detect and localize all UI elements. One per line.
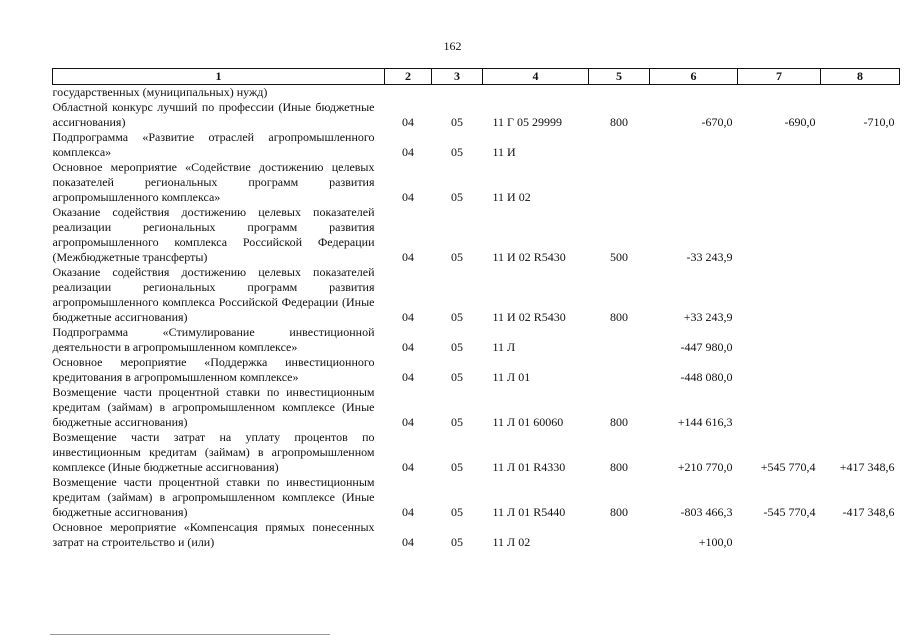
cell-amount-1	[650, 85, 738, 101]
cell-amount-2	[738, 355, 821, 385]
cell-amount-3	[821, 325, 900, 355]
table-row	[53, 385, 900, 430]
cell-subsection: 05	[451, 505, 463, 519]
cell-amount-2	[738, 385, 821, 430]
cell-amount-3	[821, 265, 900, 325]
footer-divider	[50, 634, 330, 636]
cell-amount-3	[821, 130, 900, 160]
cell-section: 04	[402, 415, 414, 429]
cell-target-code: 11 Л 01 R5440	[492, 505, 566, 519]
cell-target-code: 11 Л 01	[492, 370, 531, 384]
cell-amount-3: -417 348,6	[842, 505, 895, 519]
cell-section	[385, 85, 432, 101]
cell-name: Основное мероприятие «Содействие достижению целевых показателей региональных программ развития агропромышленного комплекса»	[52, 160, 375, 204]
cell-name: Оказание содействия достижению целевых показателей реализации региональных программ развития агропромышленного комплекса Российской Федерации (Иные бюджетные ассигнования)	[52, 265, 375, 324]
budget-table	[52, 68, 900, 550]
cell-name: Основное мероприятие «Компенсация прямых понесенных затрат на строительство и (или)	[52, 520, 375, 549]
table-row	[53, 160, 900, 205]
cell-section: 04	[402, 460, 414, 474]
cell-amount-1: +33 243,9	[683, 310, 733, 324]
cell-expense-type: 800	[610, 310, 628, 324]
cell-section: 04	[402, 535, 414, 549]
cell-expense-type	[589, 355, 650, 385]
cell-target-code: 11 И	[492, 145, 516, 159]
cell-name: Подпрограмма «Стимулирование инвестиционной деятельности в агропромышленном комплексе»	[52, 325, 375, 354]
table-header-row	[53, 69, 900, 85]
cell-section: 04	[402, 190, 414, 204]
table-row	[53, 325, 900, 355]
cell-amount-2	[738, 265, 821, 325]
cell-amount-2	[738, 85, 821, 101]
cell-section: 04	[402, 505, 414, 519]
cell-amount-3	[821, 85, 900, 101]
cell-expense-type	[589, 520, 650, 550]
cell-amount-2	[738, 520, 821, 550]
cell-expense-type	[589, 130, 650, 160]
cell-target-code	[483, 85, 589, 101]
cell-amount-3	[821, 355, 900, 385]
cell-amount-1: +100,0	[698, 535, 733, 549]
cell-amount-2: +545 770,4	[760, 460, 816, 474]
cell-amount-2: -690,0	[784, 115, 816, 129]
cell-subsection: 05	[451, 115, 463, 129]
cell-target-code: 11 Л	[492, 340, 516, 354]
cell-amount-2	[738, 130, 821, 160]
cell-expense-type: 500	[610, 250, 628, 264]
table-row	[53, 430, 900, 475]
cell-target-code: 11 Л 01 R4330	[492, 460, 566, 474]
cell-section: 04	[402, 145, 414, 159]
table-row	[53, 130, 900, 160]
cell-subsection: 05	[451, 310, 463, 324]
cell-amount-1: -803 466,3	[680, 505, 733, 519]
cell-expense-type	[589, 160, 650, 205]
cell-expense-type: 800	[610, 460, 628, 474]
cell-expense-type: 800	[610, 415, 628, 429]
table-row	[53, 475, 900, 520]
cell-target-code: 11 Г 05 29999	[492, 115, 562, 129]
column-header: 8	[821, 69, 900, 85]
column-header: 2	[385, 69, 432, 85]
table-row	[53, 100, 900, 130]
cell-subsection: 05	[451, 535, 463, 549]
cell-amount-1: +210 770,0	[677, 460, 733, 474]
cell-target-code: 11 И 02 R5430	[492, 310, 566, 324]
table-row	[53, 205, 900, 265]
cell-target-code: 11 И 02 R5430	[492, 250, 566, 264]
cell-name: Возмещение части процентной ставки по инвестиционным кредитам (займам) в агропромышленном комплексе (Иные бюджетные ассигнования)	[52, 475, 375, 519]
cell-expense-type	[589, 85, 650, 101]
cell-target-code: 11 Л 02	[492, 535, 531, 549]
cell-name: Подпрограмма «Развитие отраслей агропромышленного комплекса»	[52, 130, 375, 159]
cell-amount-1: -33 243,9	[686, 250, 733, 264]
cell-amount-2	[738, 160, 821, 205]
cell-amount-1	[650, 130, 738, 160]
cell-subsection: 05	[451, 190, 463, 204]
cell-name: государственных (муниципальных) нужд)	[52, 85, 268, 99]
column-header: 1	[53, 69, 385, 85]
cell-amount-1	[650, 160, 738, 205]
column-header: 3	[432, 69, 483, 85]
cell-amount-1: -670,0	[701, 115, 733, 129]
cell-subsection: 05	[451, 250, 463, 264]
cell-amount-1: -448 080,0	[680, 370, 733, 384]
cell-name: Возмещение части затрат на уплату процентов по инвестиционным кредитам (займам) в агропромышленном комплексе (Иные бюджетные ассигнования)	[52, 430, 375, 474]
cell-section: 04	[402, 310, 414, 324]
cell-subsection	[432, 85, 483, 101]
cell-section: 04	[402, 340, 414, 354]
page-number: 162	[443, 39, 462, 53]
column-header: 7	[738, 69, 821, 85]
cell-target-code: 11 Л 01 60060	[492, 415, 564, 429]
cell-amount-2: -545 770,4	[763, 505, 816, 519]
cell-amount-1: -447 980,0	[680, 340, 733, 354]
cell-name: Оказание содействия достижению целевых показателей реализации региональных программ развития агропромышленного комплекса Российской Федерации (Межбюджетные трансферты)	[52, 205, 375, 264]
cell-section: 04	[402, 250, 414, 264]
cell-amount-2	[738, 325, 821, 355]
table-row	[53, 520, 900, 550]
cell-amount-3	[821, 160, 900, 205]
table-row	[53, 355, 900, 385]
cell-amount-3: -710,0	[863, 115, 895, 129]
cell-subsection: 05	[451, 340, 463, 354]
table-body	[53, 85, 900, 551]
cell-amount-3	[821, 520, 900, 550]
cell-name: Возмещение части процентной ставки по инвестиционным кредитам (займам) в агропромышленном комплексе (Иные бюджетные ассигнования)	[52, 385, 375, 429]
cell-expense-type: 800	[610, 505, 628, 519]
cell-amount-3	[821, 205, 900, 265]
cell-amount-1: +144 616,3	[677, 415, 733, 429]
cell-amount-3	[821, 385, 900, 430]
column-header: 6	[650, 69, 738, 85]
column-header: 5	[589, 69, 650, 85]
cell-target-code: 11 И 02	[492, 190, 531, 204]
cell-subsection: 05	[451, 460, 463, 474]
cell-subsection: 05	[451, 415, 463, 429]
cell-expense-type: 800	[610, 115, 628, 129]
cell-section: 04	[402, 115, 414, 129]
table-row	[53, 85, 900, 101]
cell-amount-2	[738, 205, 821, 265]
cell-section: 04	[402, 370, 414, 384]
cell-name: Основное мероприятие «Поддержка инвестиционного кредитования в агропромышленном комплексе»	[52, 355, 375, 384]
table-row	[53, 265, 900, 325]
cell-name: Областной конкурс лучший по профессии (Иные бюджетные ассигнования)	[52, 100, 375, 129]
column-header: 4	[483, 69, 589, 85]
cell-expense-type	[589, 325, 650, 355]
cell-amount-3: +417 348,6	[839, 460, 895, 474]
cell-subsection: 05	[451, 145, 463, 159]
cell-subsection: 05	[451, 370, 463, 384]
